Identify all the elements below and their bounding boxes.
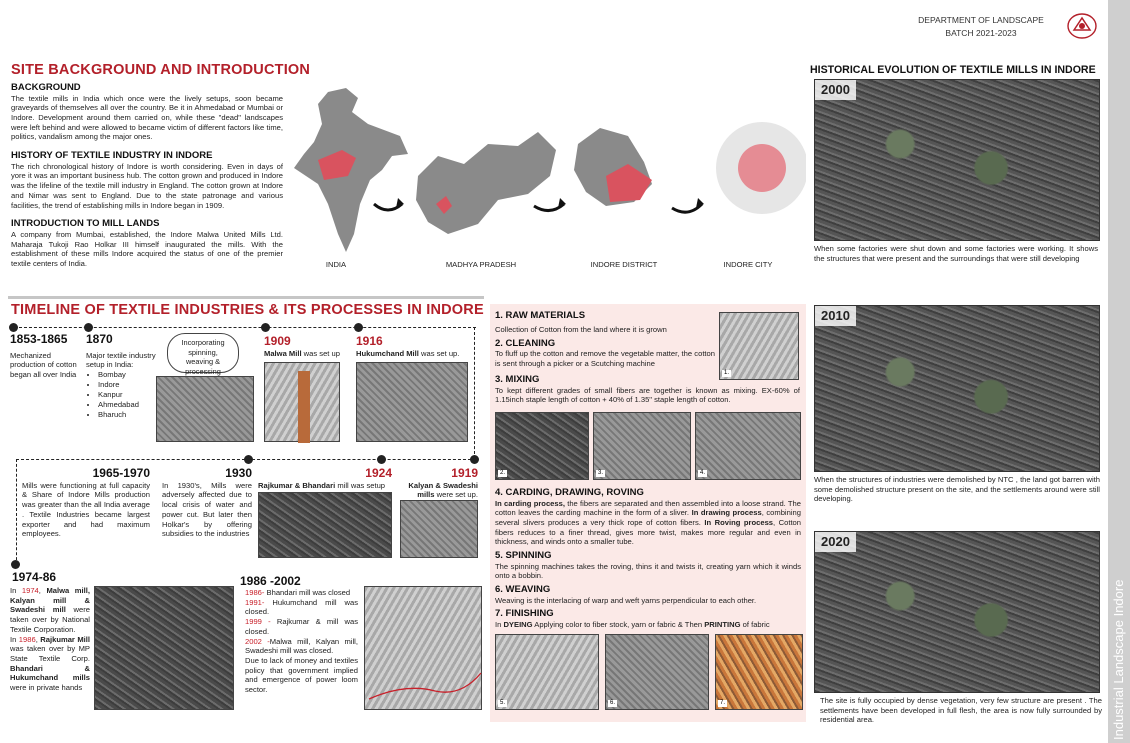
chimney [298,371,310,443]
year-1853: 1853-1865 [10,332,68,346]
background-text: The textile mills in India which once were the lively setups, soon became graveyards of themselves all over the country. Be it in Ahmedabad or Mumbai or Indore. Development around them carried on, while these "dead" landscapes were left behind and were allowed to became victim of different factors like time, politics, vandalism among the major ones. [11,93,283,142]
process-text: The spinning machines takes the roving, thins it and twists it, creating yarn which it winds onto a bobbin. [495,561,801,581]
history-text: The rich chronological history of Indore is worth considering. Even in days of yore it was an important business hub. The cotton grown and produced in Indore was the lifeline of the textile mill industry in England. The cotton grown at Indore and Nimar was sent to England. Due to the state patronage and various facilities, the trend of establishing mills in Indore began in 1909. [11,161,283,210]
year-badge: 2000 [815,80,856,100]
mill-city-list [86,370,166,419]
malwa-mill-photo [264,362,340,442]
year-1919: 1919 [451,466,478,480]
map-label: INDORE CITY [723,260,773,269]
process-heading: 5. SPINNING [495,550,552,562]
year-badge: 2020 [815,532,856,552]
process-text: To fluff up the cotton and remove the vegetable matter, the cotton is sent through a picker or a Scutching machine [495,349,715,369]
year-1974: 1974-86 [12,570,57,584]
event-text: were set up. [434,489,478,499]
event-text: was set up. [418,348,460,358]
closure-reason: Due to lack of money and textiles policy that government implied and emergence of power loom sector. [245,656,358,695]
process-heading: 2. CLEANING [495,337,556,349]
text-1853: Mechanized production of cotton began all over India [10,350,77,380]
mixing-photo [495,412,589,480]
process-heading: 4. CARDING, DRAWING, ROVING [495,487,644,498]
divider [8,296,484,299]
mp-map [416,132,556,234]
list-item: • Indore [98,380,166,390]
map-label: INDIA [325,260,347,269]
timeline-line [474,327,475,459]
mill-name: Hukumchand Mill [356,348,419,358]
year-1924: 1924 [365,466,392,480]
mill-name: Kalyan & Swadeshi mills [408,480,478,499]
mill-name: Rajkumar & Bhandari [258,480,336,490]
text-1965: Mills were functioning at full capacity & Share of Indore Mills production was greater than the all India average . Textile Industries became largest exporter and had maximum employees. [22,480,150,539]
india-map [294,88,408,252]
process-text: To kept different grades of small fibers are together is known as mixing. EX-60% of 1.15inch staple length of cotton + 40% of 1.35" staple length of cotton. [495,385,800,405]
caption-2010: When the structures of industries were demolished by NTC , the land got barren with some demolished structure present on the site, and the settlements around were still developing. [814,475,1100,504]
history-title: HISTORICAL EVOLUTION OF TEXTILE MILLS IN INDORE [810,64,1096,76]
timeline-title: TIMELINE OF TEXTILE INDUSTRIES & ITS PROCESSES IN INDORE [11,302,484,318]
process-heading: 3. MIXING [495,374,540,385]
timeline-dot [9,323,18,332]
spinning-photo [495,634,599,710]
year-1870: 1870 [86,332,113,346]
list-item: • Ahmedabad [98,400,166,410]
timeline-line [16,459,17,565]
cotton-field-photo [719,312,799,380]
photo-number: 2. [500,469,506,476]
intro-heading: INTRODUCTION TO MILL LANDS [11,218,160,230]
department-label: DEPARTMENT OF LANDSCAPE [918,15,1044,25]
map-label: MADHYA PRADESH [445,260,517,269]
history-heading: HISTORY OF TEXTILE INDUSTRY IN INDORE [11,150,213,162]
event-1991: 1991- Hukumchand mill was closed. [245,597,358,617]
ruined-mill-photo [94,586,234,710]
aerial-photo-2000 [814,79,1100,241]
process-text: In DYEING Applying color to fiber stock, yarn or fabric & Then PRINTING of fabric [495,620,770,630]
process-text: Weaving is the interlacing of warp and weft yarns perpendicular to each other. [495,595,757,605]
intro-text: A company from Mumbai, established, the Indore Malwa United Mills Ltd. Maharaja Tukoji Rao Holkar III himself inaugurated the mills. With the establishment of these mills Indore acquired the status of one of the premier textile centers of India. [11,229,283,269]
list-item: • Bharuch [98,410,166,420]
year-1916: 1916 [356,334,383,348]
background-heading: BACKGROUND [11,82,81,93]
year-1930: 1930 [225,466,252,480]
finishing-photo [715,634,803,710]
list-item: • Kanpur [98,390,166,400]
year-1965: 1965-1970 [92,466,150,480]
timeline-dot [11,560,20,569]
process-heading: 6. WEAVING [495,584,551,596]
year-1909: 1909 [264,334,291,348]
event-2002: 2002 -Malwa mill, Kalyan mill, Swadeshi mill was closed. [245,636,358,656]
photo-number: 1. [724,369,730,376]
location-maps [288,84,806,264]
speech-bubble: Incorporating spinning, weaving & processing [167,333,239,373]
mill-name: Malwa Mill [264,348,302,358]
site-title: SITE BACKGROUND AND INTRODUCTION [11,62,311,78]
year-badge: 2010 [815,306,856,326]
event-text: was set up [301,348,340,358]
process-heading: 1. RAW MATERIALS [495,310,586,321]
text-1986-mp: In 1986, Rajkumar Mill was taken over by MP State Textile Corp. Bhandari & Hukumchand mills were in private hands [10,634,90,693]
process-text: In carding process, the fibers are separated and then assembled into a loose strand. The cotton leaves the carding machine in the form of a sliver. In drawing process, combining several slivers produces a very thick rope of cotton fibers. In Roving process, Cotton fibers reduces to a finer thread, gives more twist, makes more regular and even in thickness, and winds onto a smaller tube. [495,498,802,547]
event-1999: 1999 - Rajkumar & mill was closed. [245,617,358,636]
hukumchand-mill-photo [356,362,468,442]
photo-number: 5. [500,699,506,706]
abandoned-building-photo [364,586,482,710]
photo-number: 4. [700,469,706,476]
year-1986: 1986 -2002 [240,574,301,588]
carding-photo [593,412,691,480]
timeline-dot [470,455,479,464]
college-logo [1066,12,1098,40]
timeline-dot [261,323,270,332]
event-1986: 1986- Bhandari mill was closed [245,588,351,597]
timeline-dot [377,455,386,464]
photo-number: 3. [598,469,604,476]
weaving-photo [605,634,709,710]
photo-number: 6. [610,699,616,706]
timeline-dot [84,323,93,332]
aerial-photo-2020 [814,531,1100,693]
sidebar-strip [1108,0,1130,743]
aerial-photo-2010 [814,305,1100,472]
sidebar-text: Industrial Landscape Indore [1111,579,1126,740]
timeline-dot [244,455,253,464]
photo-number: 7. [720,699,726,706]
loom-photo [156,376,254,442]
text-1930: In 1930's, Mills were adversely affected due to local crisis of water and power cut. But later then Holkar's by offering subsidies to the industries [162,480,252,539]
text-1870: Major textile industry setup in India: [86,350,156,370]
timeline-dot [354,323,363,332]
batch-label: BATCH 2021-2023 [945,28,1017,39]
drawing-photo [695,412,801,480]
kalyan-mill-photo [400,500,478,558]
list-item: • Bombay [98,370,166,380]
caption-2020: The site is fully occupied by dense vegetation, very few structure are present . The settlements have been developed in full flesh, the area is now fully surrounded by residential area. [820,696,1102,725]
rajkumar-mill-photo [258,492,392,558]
caption-2000: When some factories were shut down and some factories were working. It shows the structures that were present and the surroundings that were still developing [814,244,1098,263]
text-1974: In 1974, Malwa mill, Kalyan mill & Swadeshi mill were taken over by National Textile Corporation. [10,586,90,634]
map-label: INDORE DISTRICT [590,260,658,269]
process-text: Collection of Cotton from the land where it is grown [495,324,667,334]
process-heading: 7. FINISHING [495,608,554,620]
event-text: mill was setup [335,480,386,490]
